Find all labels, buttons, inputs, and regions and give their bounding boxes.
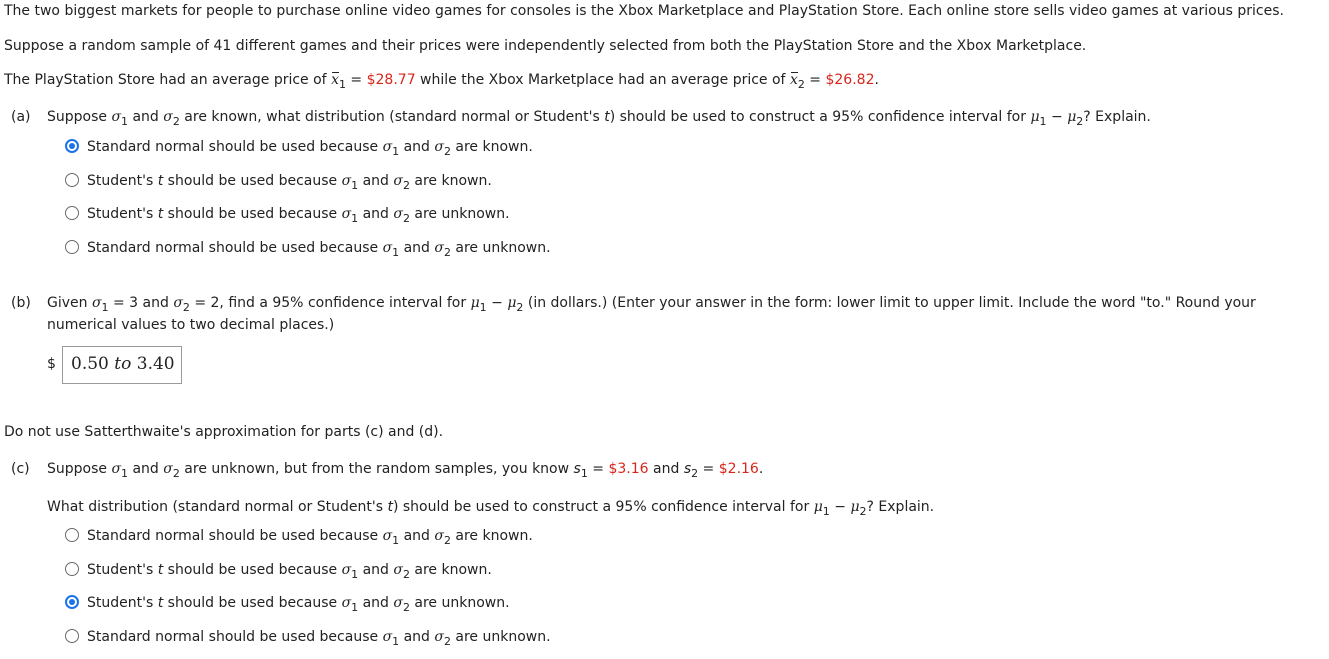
radio-button[interactable]: [65, 173, 79, 187]
radio-button[interactable]: [65, 206, 79, 220]
radio-button[interactable]: [65, 528, 79, 542]
intro-paragraph-2: Suppose a random sample of 41 different games and their prices were independently selected from both the PlayStation Store and the Xbox Marketplace.: [4, 38, 1087, 54]
part-a-question: (a) Suppose $\sigma_1$ and $\sigma_2$ are known, what distribution (standard normal or Student's t) should be used to construct a 95% confidence interval for $\mu_1 - \mu_2$? Explain.: [11, 109, 1151, 128]
confidence-interval-answer-field[interactable]: 0.50 to 3.40: [62, 346, 182, 384]
part-c-option-4[interactable]: Standard normal should be used because $\sigma_1$ and $\sigma_2$ are unknown.: [65, 628, 551, 646]
intro-paragraph-3: The PlayStation Store had an average price of $x_1$ = $28.77 while the Xbox Marketplace had an average price of $x_2$ = $26.82.: [4, 72, 879, 91]
part-b-question: (b) Given $\sigma_1 = 3$ and $\sigma_2 = 2$, find a 95% confidence interval for $\mu_1 - \mu_2$ (in dollars.) (Enter your answer in the form: lower limit to upper limit. Include the word "to." Round your: [11, 295, 1256, 314]
s2-value: $2.16: [718, 461, 759, 477]
radio-button[interactable]: [65, 240, 79, 254]
part-a-option-4[interactable]: Standard normal should be used because $\sigma_1$ and $\sigma_2$ are unknown.: [65, 239, 551, 257]
part-a-option-2[interactable]: Student's t should be used because $\sigma_1$ and $\sigma_2$ are known.: [65, 172, 492, 190]
part-c-question-distribution: What distribution (standard normal or Student's t) should be used to construct a 95% confidence interval for $\mu_1 - \mu_2$? Explain.: [47, 499, 935, 518]
xbar2-value: $26.82: [825, 72, 875, 88]
radio-button-selected[interactable]: [65, 595, 79, 609]
intro-paragraph-1: The two biggest markets for people to purchase online video games for consoles is the Xbox Marketplace and PlayStation Store. Each online store sells video games at various prices.: [4, 3, 1284, 19]
radio-button[interactable]: [65, 629, 79, 643]
part-c-option-3[interactable]: Student's t should be used because $\sigma_1$ and $\sigma_2$ are unknown.: [65, 594, 510, 612]
part-c-option-2[interactable]: Student's t should be used because $\sigma_1$ and $\sigma_2$ are known.: [65, 561, 492, 579]
radio-button[interactable]: [65, 562, 79, 576]
part-b-question-continued: numerical values to two decimal places.): [47, 317, 335, 333]
xbar1-value: $28.77: [366, 72, 416, 88]
part-a-option-1[interactable]: Standard normal should be used because $\sigma_1$ and $\sigma_2$ are known.: [65, 138, 533, 156]
satterthwaite-note: Do not use Satterthwaite's approximation for parts (c) and (d).: [4, 424, 444, 440]
dollar-sign: $: [47, 356, 56, 372]
part-c-option-1[interactable]: Standard normal should be used because $\sigma_1$ and $\sigma_2$ are known.: [65, 527, 533, 545]
part-a-option-3[interactable]: Student's t should be used because $\sigma_1$ and $\sigma_2$ are unknown.: [65, 205, 510, 223]
part-c-question: (c) Suppose $\sigma_1$ and $\sigma_2$ are unknown, but from the random samples, you know $s_1$ = $3.16 and $s_2$ = $2.16.: [11, 461, 764, 480]
s1-value: $3.16: [608, 461, 649, 477]
radio-button-selected[interactable]: [65, 139, 79, 153]
